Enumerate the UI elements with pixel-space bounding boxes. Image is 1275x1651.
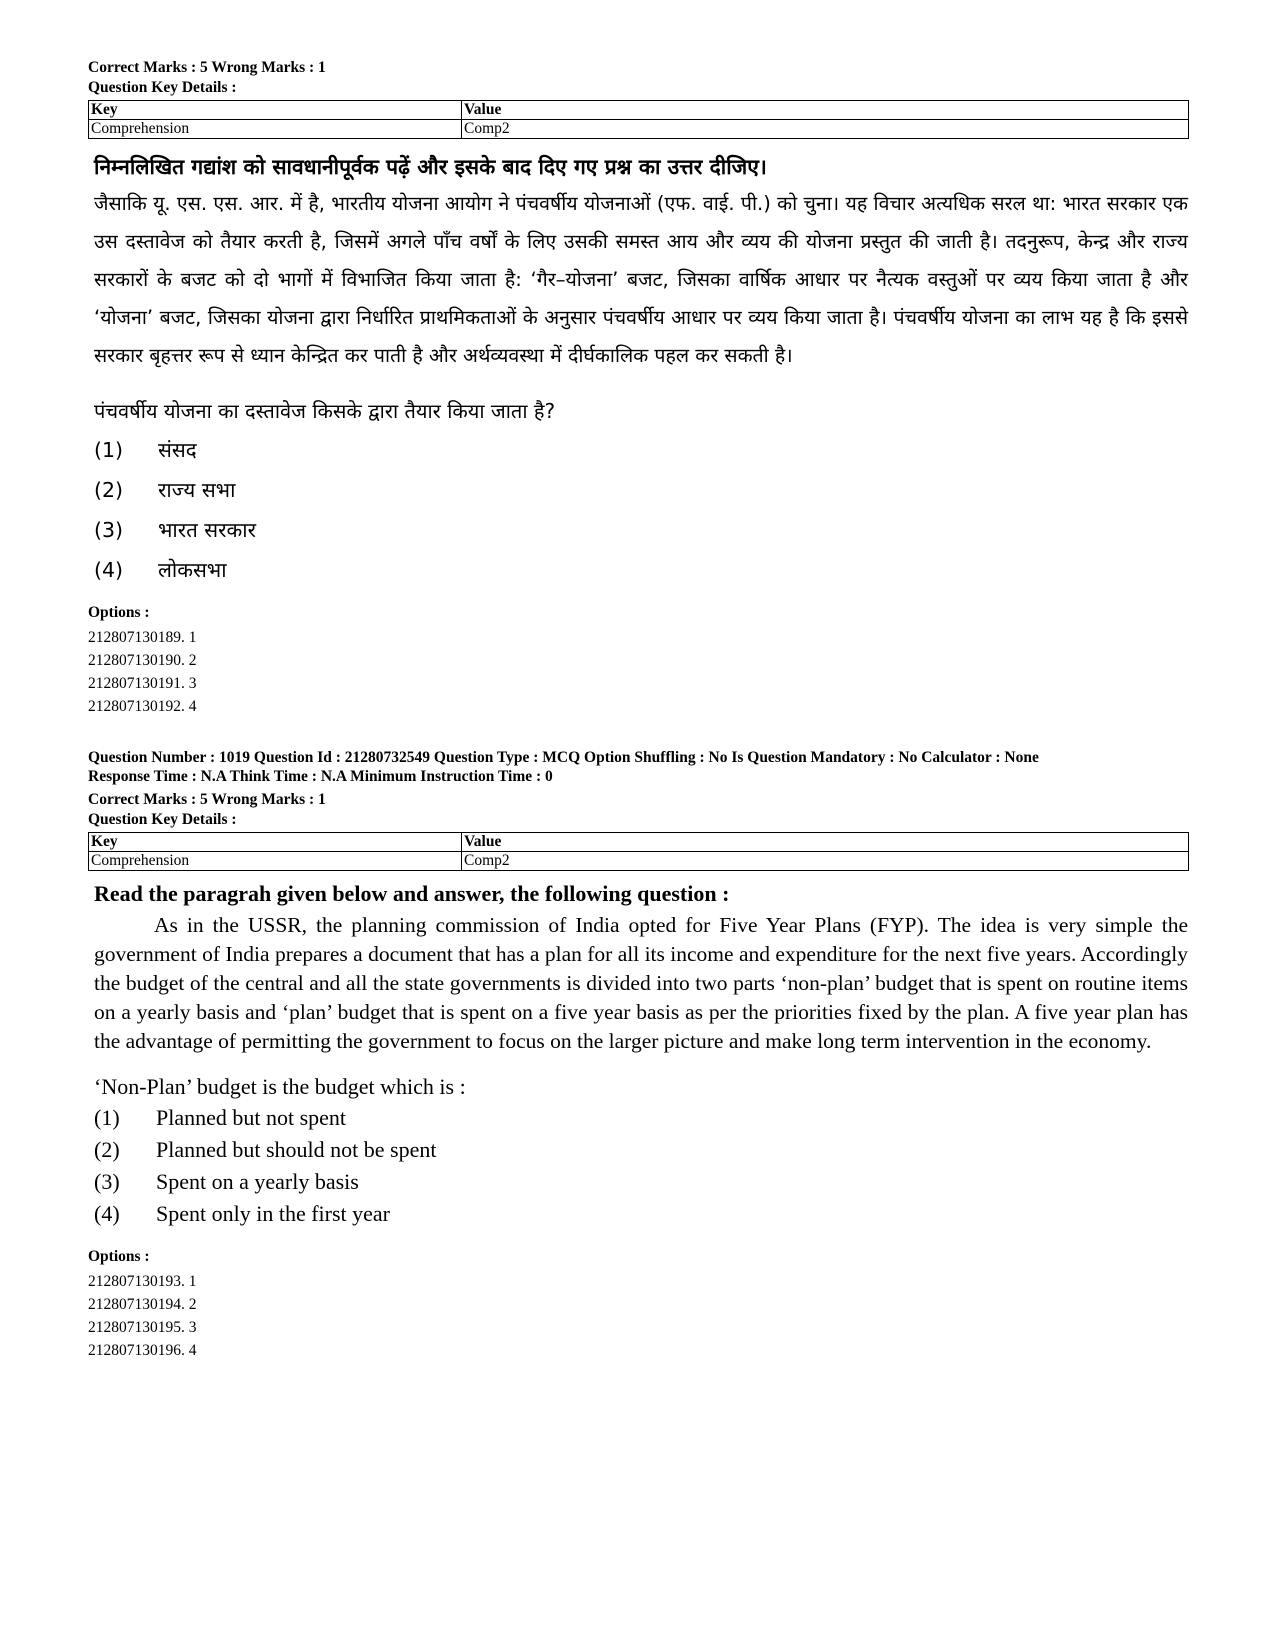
key-details-table (88, 100, 1189, 139)
table-cell-key: Comprehension (89, 120, 462, 139)
marks-line: Correct Marks : 5 Wrong Marks : 1 (88, 791, 326, 808)
choice-number: (4) (94, 558, 124, 582)
passage-text: जैसाकि यू. एस. एस. आर. में है, भारतीय योजना आयोग ने पंचवर्षीय योजनाओं (एफ. वाई. पी.) को चुना। यह विचार अत्यधिक सरल था: भारत सरकार एक उस दस्तावेज को तैयार करती है, जिसमें अगले पाँच वर्षों के लिए उसकी समस्त आय और व्यय की योजना प्रस्तुत की जाती है। तदनुरूप, केन्द्र और राज्य सरकारों के बजट को दो भागों में विभाजित किया जाता है: ‘गैर–योजना’ बजट, जिसका वार्षिक आधार पर नैत्यक वस्तुओं पर व्यय किया जाता है और ‘योजना’ बजट, जिसका योजना द्वारा निर्धारित प्राथमिकताओं के अनुसार पंचवर्षीय आधार पर व्यय किया जाता है। पंचवर्षीय योजना का लाभ यह है कि इससे सरकार बृहत्तर रूप से ध्यान केन्द्रित कर पाती है और अर्थव्यवस्था में दीर्घकालिक पहल कर सकती है। (94, 192, 1188, 367)
choice-item (94, 1134, 1188, 1166)
table-header-value: Value (462, 101, 1189, 120)
key-details-label: Question Key Details : (88, 79, 237, 96)
choice-item (94, 470, 1188, 510)
table-cell-key: Comprehension (89, 852, 462, 871)
table-header-key: Key (89, 833, 462, 852)
choice-number: (3) (94, 518, 124, 542)
question-text: ‘Non-Plan’ budget is the budget which is : (94, 1074, 466, 1099)
table-row (89, 852, 1189, 871)
options-list (88, 1270, 1188, 1362)
choice-list (94, 430, 1188, 590)
choice-number: (3) (94, 1169, 120, 1194)
option-id-line: 212807130194. 2 (88, 1296, 197, 1313)
key-details-label: Question Key Details : (88, 811, 237, 828)
choice-text: Spent on a yearly basis (156, 1169, 359, 1194)
option-id-line: 212807130195. 3 (88, 1319, 197, 1336)
question-page (88, 58, 1188, 1362)
question-header-line-2: Response Time : N.A Think Time : N.A Minimum Instruction Time : 0 (88, 768, 553, 785)
choice-item (94, 550, 1188, 590)
choice-item (94, 430, 1188, 470)
choice-text: संसद (158, 438, 197, 462)
question-text: पंचवर्षीय योजना का दस्तावेज किसके द्वारा तैयार किया जाता है? (94, 399, 556, 423)
question-block-2 (88, 748, 1188, 1362)
question-content-hindi (88, 153, 1188, 590)
choice-text: Spent only in the first year (156, 1201, 391, 1226)
choice-text: Planned but not spent (156, 1105, 347, 1130)
options-label: Options : (88, 604, 150, 621)
option-id-line: 212807130196. 4 (88, 1342, 197, 1359)
table-header-row (89, 101, 1189, 120)
option-id-line: 212807130193. 1 (88, 1273, 197, 1290)
passage-text: As in the USSR, the planning commission of India opted for Five Year Plans (FYP). The idea is very simple the government of India prepares a document that has a plan for all its income and expenditure for the next five years. Accordingly the budget of the central and all the state governments is divided into two parts ‘non-plan’ budget that is spent on routine items on a yearly basis and ‘plan’ budget that is spent on a five year basis as per the priorities fixed by the plan. A five year plan has the advantage of permitting the government to focus on the larger picture and make long term intervention in the economy. (94, 913, 1188, 1053)
choice-number: (4) (94, 1201, 120, 1226)
key-details-table (88, 832, 1189, 871)
choice-text: भारत सरकार (158, 518, 256, 542)
choice-text: लोकसभा (158, 558, 227, 582)
options-label: Options : (88, 1248, 150, 1265)
question-header-line-1: Question Number : 1019 Question Id : 21280732549 Question Type : MCQ Option Shuffling : No Is Question Mandatory : No Calculator : None (88, 749, 1039, 766)
question-block-1 (88, 58, 1188, 718)
choice-item (94, 1102, 1188, 1134)
choice-number: (2) (94, 478, 124, 502)
instruction-text: निम्नलिखित गद्यांश को सावधानीपूर्वक पढ़ें और इसके बाद दिए गए प्रश्न का उत्तर दीजिए। (94, 155, 767, 179)
option-id-line: 212807130191. 3 (88, 675, 197, 692)
choice-item (94, 1166, 1188, 1198)
table-header-row (89, 833, 1189, 852)
instruction-text: Read the paragrah given below and answer, the following question : (94, 881, 730, 906)
choice-item (94, 510, 1188, 550)
question-content-english (88, 881, 1188, 1230)
option-id-line: 212807130189. 1 (88, 629, 197, 646)
choice-number: (1) (94, 1105, 120, 1130)
choice-number: (1) (94, 438, 124, 462)
choice-item (94, 1198, 1188, 1230)
choice-list (94, 1102, 1188, 1230)
marks-line: Correct Marks : 5 Wrong Marks : 1 (88, 59, 326, 76)
table-cell-value: Comp2 (462, 852, 1189, 871)
choice-text: राज्य सभा (158, 478, 236, 502)
table-row (89, 120, 1189, 139)
option-id-line: 212807130190. 2 (88, 652, 197, 669)
choice-text: Planned but should not be spent (156, 1137, 437, 1162)
table-header-key: Key (89, 101, 462, 120)
table-cell-value: Comp2 (462, 120, 1189, 139)
option-id-line: 212807130192. 4 (88, 698, 197, 715)
options-list (88, 626, 1188, 718)
table-header-value: Value (462, 833, 1189, 852)
choice-number: (2) (94, 1137, 120, 1162)
